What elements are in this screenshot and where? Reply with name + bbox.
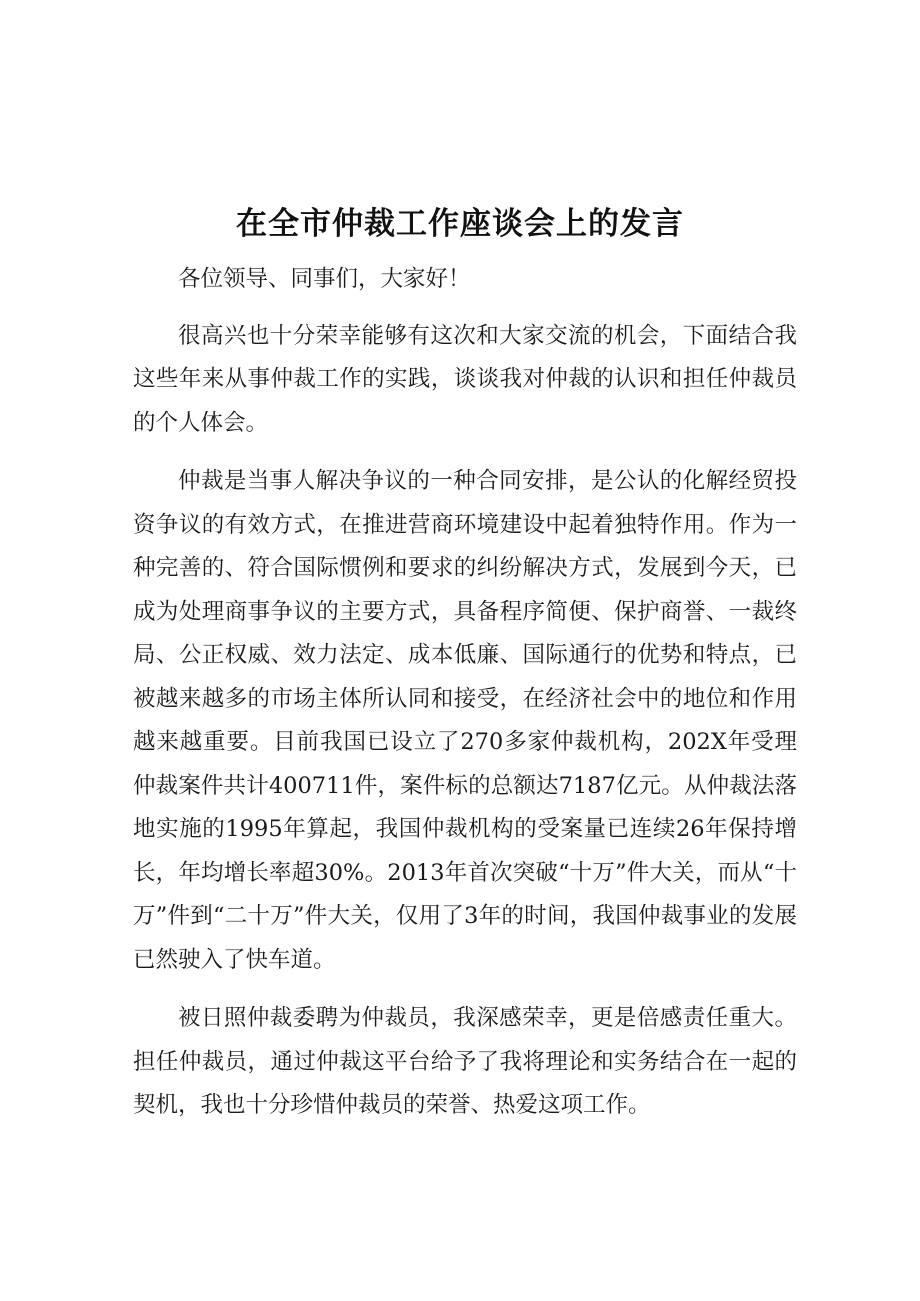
arbitration-overview-paragraph: 仲裁是当事人解决争议的一种合同安排，是公认的化解经贸投资争议的有效方式，在推进营商环境建设中起着独特作用。作为一种完善的、符合国际惯例和要求的纠纷解决方式，发展到今天，已成为处理商事争议的主要方式，具备程序简便、保护商誉、一裁终局、公正权威、效力法定、成本低廉、国际通行的优势和特点，已被越来越多的市场主体所认同和接受，在经济社会中的地位和作用越来越重要。目前我国已设立了270多家仲裁机构，202X年受理仲裁案件共计400711件，案件标的总额达7187亿元。从仲裁法落地实施的1995年算起，我国仲裁机构的受案量已连续26年保持增长，年均增长率超30%。2013年首次突破“十万”件大关，而从“十万”件到“二十万”件大关，仅用了3年的时间，我国仲裁事业的发展已然驶入了快车道。 bbox=[133, 468, 797, 973]
intro-paragraph: 很高兴也十分荣幸能够有这次和大家交流的机会，下面结合我这些年来从事仲裁工作的实践，谈谈我对仲裁的认识和担任仲裁员的个人体会。 bbox=[133, 322, 797, 436]
document-title: 在全市仲裁工作座谈会上的发言 bbox=[236, 206, 684, 242]
arbitrator-appointment-paragraph: 被日照仲裁委聘为仲裁员，我深感荣幸，更是倍感责任重大。担任仲裁员，通过仲裁这平台给予了我将理论和实务结合在一起的契机，我也十分珍惜仲裁员的荣誉、热爱这项工作。 bbox=[133, 1005, 797, 1118]
document-body bbox=[133, 258, 797, 1143]
greeting-paragraph: 各位领导、同事们，大家好！ bbox=[178, 266, 471, 292]
